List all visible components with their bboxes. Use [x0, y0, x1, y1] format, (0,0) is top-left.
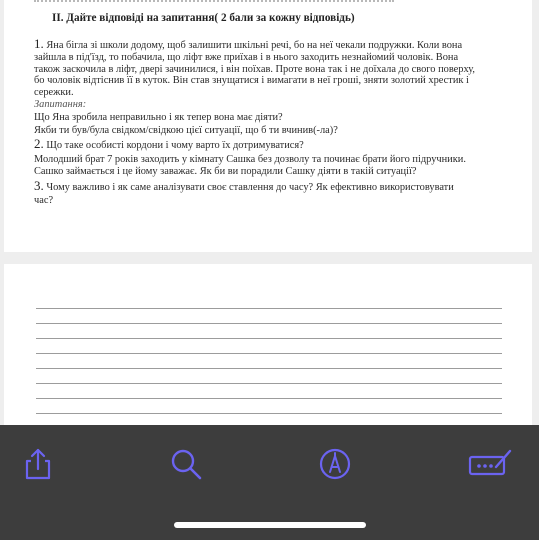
answer-line	[36, 383, 502, 384]
answer-line	[36, 413, 502, 414]
answer-line	[36, 308, 502, 309]
answer-line	[36, 338, 502, 339]
document-page-1	[4, 0, 532, 252]
question-1-subquestion-1: Що Яна зробила неправильно і як тепер вона має діяти?	[34, 112, 283, 123]
section-title: II. Дайте відповіді на запитання( 2 бали за кожну відповідь)	[52, 12, 355, 24]
markup-button[interactable]	[318, 447, 352, 481]
home-indicator[interactable]	[174, 522, 366, 528]
share-icon	[21, 447, 55, 481]
page-top-fragment	[34, 0, 394, 2]
question-1-line-4: бо чоловік відтіснив її в куток. Він став знущатися і вимагати в неї гроші, зняти золотий хрестик і	[34, 75, 469, 86]
question-1-line-2: зайшла в під'їзд, то побачила, що ліфт вже приїхав і в нього заходить незнайомий чоловік. Вона	[34, 52, 459, 63]
answer-line	[36, 398, 502, 399]
question-2-line-2: Молодший брат 7 років заходить у кімнату Сашка без дозволу та починає брати його підручники.	[34, 154, 466, 165]
question-3-number: 3.	[34, 178, 44, 193]
question-2-line-3: Сашко займається і це йому заважає. Як би ви порадили Сашку діяти в такій ситуації?	[34, 165, 417, 177]
question-1-line-5: сережки.	[34, 86, 74, 98]
question-1-subquestion-2: Якби ти був/була свідком/свідкою цієї ситуації, що б ти вчинив(-ла)?	[34, 125, 338, 136]
answer-line	[36, 323, 502, 324]
form-fill-icon	[468, 447, 514, 481]
question-3-line-2: час?	[34, 195, 54, 206]
markup-icon	[318, 447, 352, 481]
question-1-number: 1.	[34, 36, 44, 51]
question-1-prompt-label: Запитання:	[34, 99, 87, 110]
question-1-line-1: 1. Яна бігла зі школи додому, щоб залишити шкільні речі, бо на неї чекали подружки. Коли вона	[34, 36, 463, 51]
question-3-line-1: 3. Чому важливо і як саме аналізувати своє ставлення до часу? Як ефективно використовувати	[34, 178, 454, 193]
search-button[interactable]	[169, 447, 203, 481]
answer-line	[36, 353, 502, 354]
question-2-line-1: 2. Що таке особисті кордони і чому варто їх дотримуватися?	[34, 136, 304, 151]
search-icon	[169, 447, 203, 481]
answer-line	[36, 368, 502, 369]
document-page-2	[4, 264, 532, 434]
question-2-number: 2.	[34, 136, 44, 151]
question-1-line-3: також заскочила в ліфт, двері зачинилися, і він поїхав. Проте вона так і не доїхала до свого поверху,	[34, 63, 476, 75]
share-button[interactable]	[21, 447, 55, 481]
fill-and-sign-button[interactable]	[468, 447, 514, 481]
